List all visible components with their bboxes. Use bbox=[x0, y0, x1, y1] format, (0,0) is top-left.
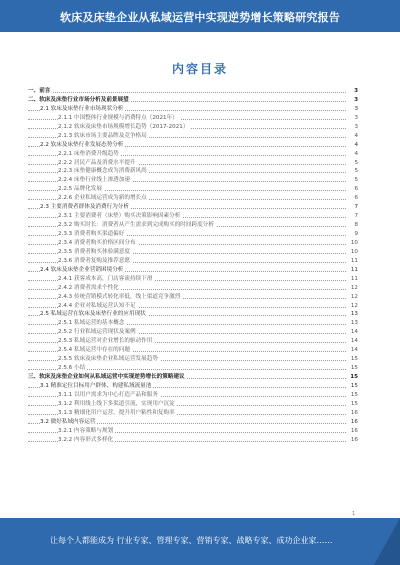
toc-entry-page: 16 bbox=[350, 436, 358, 443]
toc-entry-text: 3.1.3 精细化用户运营，提升用户粘性和复购率 bbox=[58, 409, 175, 416]
toc-entry[interactable] bbox=[28, 87, 358, 96]
toc-entry-page: 3 bbox=[354, 105, 358, 112]
toc-entry[interactable] bbox=[28, 364, 358, 373]
toc-entry-text: 2.5 私域运营在软床及床垫行业的应用现状 bbox=[40, 311, 146, 318]
toc-entry-page: 5 bbox=[354, 168, 358, 175]
footer-corner-decoration bbox=[374, 518, 400, 565]
toc-entry-page: 5 bbox=[354, 159, 358, 166]
toc-entry-page: 11 bbox=[350, 257, 358, 264]
toc-entry-text: 2.5.3 私域运营对企业增长的驱动作用 bbox=[58, 338, 153, 345]
toc-entry-text: 2.2.3 床垫健康概念成为消费新风尚 bbox=[58, 168, 147, 175]
page-number: 1 bbox=[352, 511, 356, 517]
toc-entry-text: 2.2.1 床垫消费升级趋势 bbox=[58, 150, 119, 157]
toc-entry-page: 7 bbox=[354, 213, 358, 220]
toc-entry[interactable] bbox=[28, 302, 358, 311]
toc-entry[interactable] bbox=[28, 176, 358, 185]
toc-entry-text: 2.5.4 私域运营中存在的问题 bbox=[58, 347, 130, 354]
toc-entry[interactable] bbox=[28, 123, 358, 132]
toc-entry-page: 12 bbox=[350, 293, 358, 300]
toc-entry-text: 2.4.1 获客成本高，门店客流持续下滑 bbox=[58, 275, 153, 282]
toc-entry-page: 3 bbox=[354, 123, 358, 130]
toc-entry-text: 2.1.3 软床市场主要品牌及竞争格局 bbox=[58, 132, 147, 139]
toc-entry-text: 2.2.2 居民产品及消费水平提升 bbox=[58, 159, 136, 166]
toc-entry-page: 15 bbox=[350, 356, 358, 363]
toc-entry-page: 9 bbox=[354, 231, 358, 237]
toc-entry-page: 15 bbox=[350, 374, 358, 380]
toc-entry-page: 14 bbox=[350, 329, 358, 336]
toc-entry-page: 11 bbox=[350, 275, 358, 282]
toc-entry[interactable] bbox=[28, 409, 358, 418]
toc-entry[interactable] bbox=[28, 167, 358, 176]
toc-entry-page: 4 bbox=[354, 132, 358, 139]
toc-entry-page: 5 bbox=[354, 177, 358, 184]
toc-entry[interactable] bbox=[28, 105, 358, 114]
toc-entry-page: 6 bbox=[354, 186, 358, 193]
toc-entry-page: 3 bbox=[354, 88, 358, 94]
toc-entry[interactable] bbox=[28, 427, 358, 436]
toc-entry[interactable] bbox=[28, 203, 358, 212]
toc-entry[interactable] bbox=[28, 159, 358, 168]
toc-entry[interactable] bbox=[28, 275, 358, 284]
toc-entry-text: 3.1 精准定位目标用户群体，构建私域流量池 bbox=[40, 382, 152, 389]
toc-entry[interactable] bbox=[28, 248, 358, 257]
footer-slogan: 让每个人都能成为 行业专家、管理专家、营销专家、战略专家、成功企业家…… bbox=[50, 536, 333, 545]
toc-entry-page: 15 bbox=[350, 365, 358, 372]
toc-entry-text: 2.2.5 品牌化发展 bbox=[58, 186, 102, 193]
toc-entry-text: 2.2.4 床垫行业线上渗透加速 bbox=[58, 177, 130, 184]
toc-entry-page: 15 bbox=[350, 391, 358, 398]
footer-bar bbox=[0, 518, 400, 565]
toc-entry-text: 2.3.4 消费者购买价格区间分布 bbox=[58, 239, 136, 246]
toc-entry-text: 2.4.3 传统营销模式转化率低，线上渠道竞争激烈 bbox=[58, 293, 181, 300]
toc-entry-text: 2.3.1 主要消费者（床垫）购买决策影响因素分析 bbox=[58, 213, 181, 220]
toc-heading: 内容目录 bbox=[171, 62, 228, 76]
toc-leader-dots bbox=[28, 92, 346, 93]
toc-entry-text: 2.4.4 企业对私域运营认知不足 bbox=[58, 302, 136, 309]
toc-entry[interactable] bbox=[28, 221, 358, 230]
toc-entry[interactable] bbox=[28, 185, 358, 194]
toc-entry-text: 三、软床及床垫企业如何从私域运营中实现逆势增长的策略建议 bbox=[28, 374, 185, 380]
toc-entry-page: 4 bbox=[354, 150, 358, 157]
toc-entry-text: 2.3 主要消费者群体及消费行为分析 bbox=[40, 204, 129, 211]
toc-entry-page: 3 bbox=[354, 96, 358, 103]
toc-entry-text: 2.3.6 消费者复购及推荐意愿 bbox=[58, 257, 130, 264]
toc-entry-page: 10 bbox=[350, 248, 358, 255]
table-of-contents bbox=[28, 87, 358, 445]
toc-entry[interactable] bbox=[28, 284, 358, 293]
toc-entry-page: 10 bbox=[350, 239, 358, 246]
toc-entry-text: 二、软床及床垫行业市场分析及前景展望 bbox=[28, 96, 129, 103]
toc-entry[interactable] bbox=[28, 239, 358, 248]
toc-entry-page: 16 bbox=[350, 427, 358, 434]
toc-entry-text: 2.2 软床及床垫行业发展态势分析 bbox=[40, 141, 124, 148]
toc-entry[interactable] bbox=[28, 319, 358, 328]
toc-entry[interactable] bbox=[28, 328, 358, 337]
toc-entry-text: 3.1.2 利用线上线下多渠道引流，实现用户沉淀 bbox=[58, 400, 175, 407]
toc-entry-text: 2.4 软床及床垫企业营销困境分析 bbox=[40, 266, 124, 273]
toc-entry-text: 2.4.2 消费者需求个性化 bbox=[58, 284, 119, 291]
toc-entry-text: 一、前言 bbox=[28, 88, 51, 94]
toc-entry[interactable] bbox=[28, 141, 358, 150]
toc-entry-text: 2.5.6 小结 bbox=[58, 365, 86, 372]
toc-entry-text: 3.2.1 内容策略与规划 bbox=[58, 427, 114, 434]
toc-entry-page: 12 bbox=[350, 302, 358, 309]
toc-entry[interactable] bbox=[28, 212, 358, 221]
toc-entry-text: 2.2.6 企业私域运营成为新的增长点 bbox=[58, 195, 147, 202]
report-header-bar bbox=[0, 0, 400, 32]
toc-entry-page: 4 bbox=[354, 141, 358, 148]
toc-entry-text: 2.3.2 购买时长：消费者从产生需求到完成购买的时间跨度分析 bbox=[58, 222, 214, 229]
toc-entry[interactable] bbox=[28, 96, 358, 105]
toc-entry[interactable] bbox=[28, 114, 358, 123]
toc-entry-text: 2.5.5 软床及床垫企业私域运营发展趋势 bbox=[58, 356, 158, 363]
toc-entry[interactable] bbox=[28, 382, 358, 391]
toc-entry-page: 16 bbox=[350, 409, 358, 416]
toc-entry[interactable] bbox=[28, 373, 358, 382]
toc-entry-text: 2.3.5 消费者购买体验满意度 bbox=[58, 248, 130, 255]
toc-entry-text: 3.2 做好私域内容运营 bbox=[40, 418, 96, 425]
toc-entry[interactable] bbox=[28, 266, 358, 275]
toc-entry[interactable] bbox=[28, 436, 358, 445]
report-title: 软床及床垫企业从私域运营中实现逆势增长策略研究报告 bbox=[60, 11, 340, 24]
toc-entry-page: 14 bbox=[350, 338, 358, 345]
toc-entry-page: 12 bbox=[350, 284, 358, 291]
toc-entry-text: 2.1.2 软床及床垫市场规模增长趋势（2017-2021） bbox=[58, 123, 189, 130]
toc-entry-text: 2.1.1 中国整体行业规模与消费特点（2021年） bbox=[58, 114, 178, 121]
toc-entry[interactable] bbox=[28, 355, 358, 364]
toc-entry-text: 2.3.3 消费者购买渠道偏好 bbox=[58, 231, 125, 237]
toc-entry[interactable] bbox=[28, 150, 358, 159]
toc-entry-text: 3.2.2 内容形式多样化 bbox=[58, 436, 114, 443]
toc-entry-page: 13 bbox=[350, 311, 358, 318]
toc-entry-page: 16 bbox=[350, 418, 358, 425]
toc-entry[interactable] bbox=[28, 391, 358, 400]
toc-entry[interactable] bbox=[28, 132, 358, 141]
toc-entry-page: 8 bbox=[354, 222, 358, 229]
toc-entry-page: 3 bbox=[354, 114, 358, 121]
toc-entry[interactable] bbox=[28, 230, 358, 239]
toc-entry[interactable] bbox=[28, 194, 358, 203]
toc-entry-text: 2.5.1 私域运营的基本概念 bbox=[58, 320, 125, 327]
toc-entry-text: 2.1 软床及床垫行业市场现状分析 bbox=[40, 105, 124, 112]
toc-entry[interactable] bbox=[28, 257, 358, 266]
toc-entry-text: 3.1.1 以用户需求为中心打造产品和服务 bbox=[58, 391, 158, 398]
toc-entry-page: 14 bbox=[350, 347, 358, 354]
toc-entry[interactable] bbox=[28, 337, 358, 346]
toc-entry[interactable] bbox=[28, 310, 358, 319]
toc-entry[interactable] bbox=[28, 418, 358, 427]
toc-entry-page: 7 bbox=[354, 204, 358, 211]
toc-entry-page: 6 bbox=[354, 195, 358, 202]
toc-entry[interactable] bbox=[28, 400, 358, 409]
toc-entry-page: 13 bbox=[350, 320, 358, 327]
toc-entry[interactable] bbox=[28, 293, 358, 302]
toc-entry-page: 15 bbox=[350, 382, 358, 389]
toc-entry[interactable] bbox=[28, 346, 358, 355]
toc-entry-text: 2.5.2 行业私域运营现状及案例 bbox=[58, 329, 136, 336]
toc-entry-page: 15 bbox=[350, 400, 358, 407]
toc-entry-page: 11 bbox=[350, 266, 358, 273]
